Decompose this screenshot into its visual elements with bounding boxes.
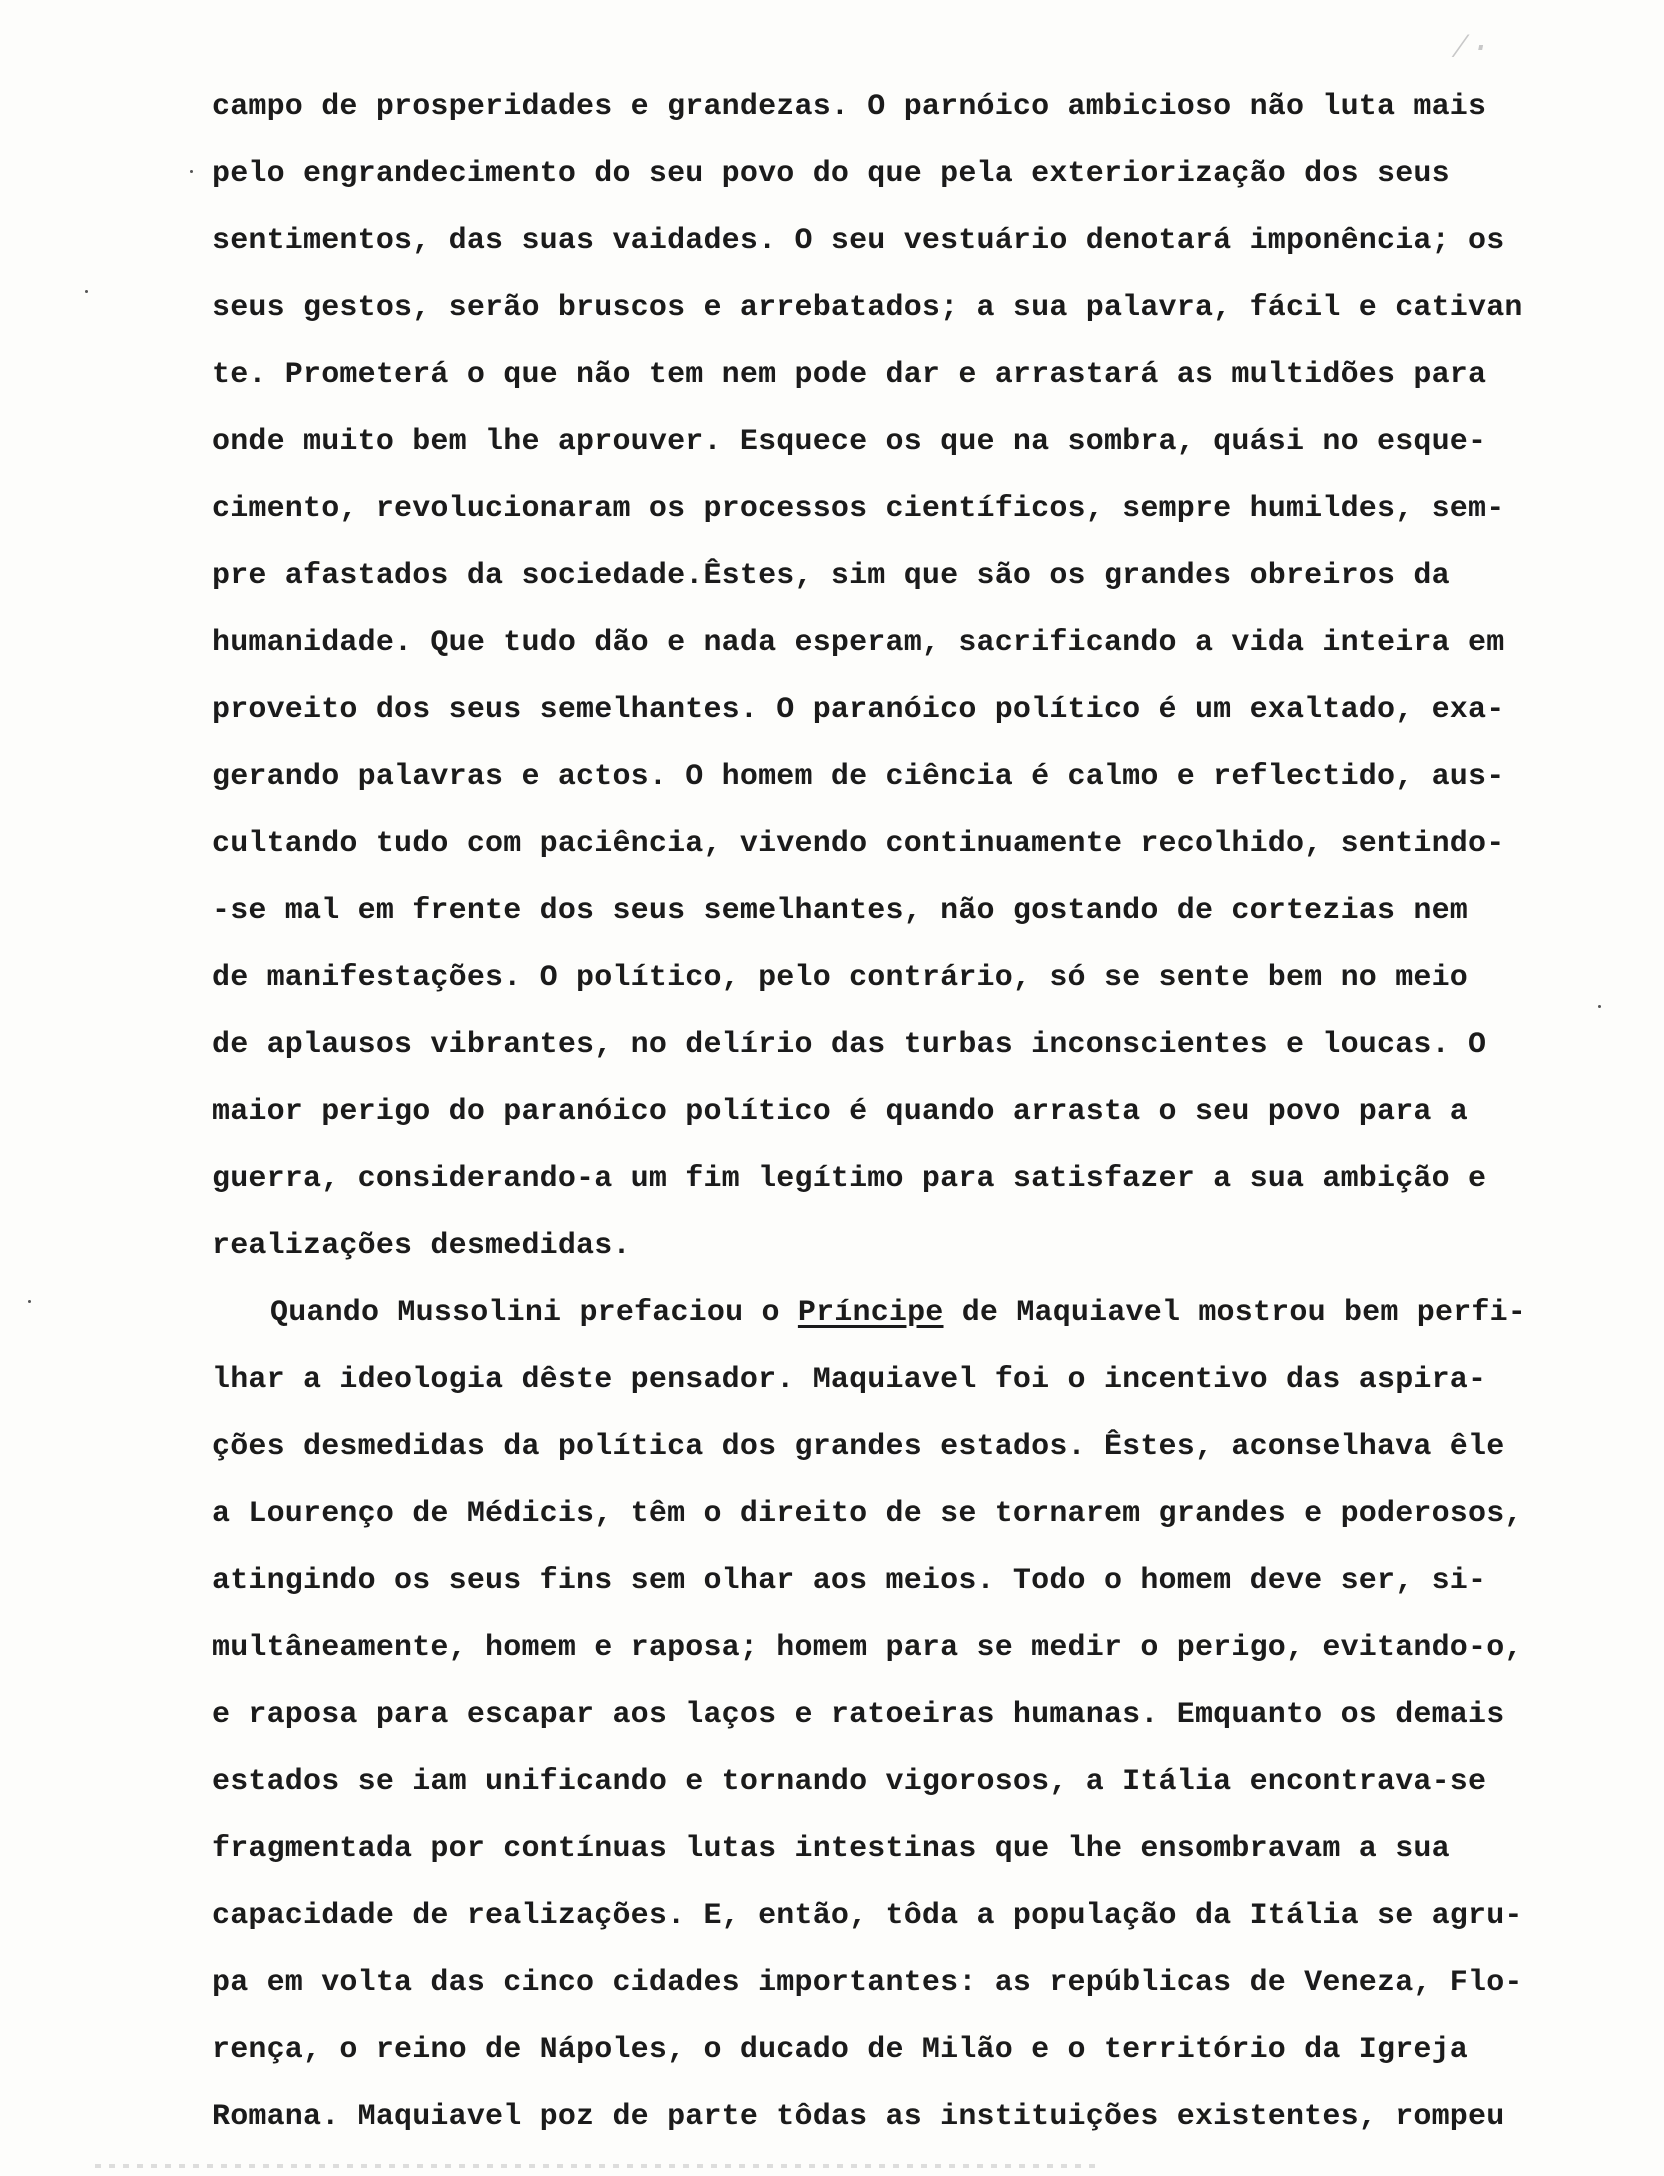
text-line: a Lourenço de Médicis, têm o direito de se tornarem grandes e poderosos, xyxy=(212,1497,1523,1531)
text-segment: Quando Mussolini prefaciou o xyxy=(270,1296,798,1330)
text-line: proveito dos seus semelhantes. O paranóico político é um exaltado, exa- xyxy=(212,693,1505,727)
text-line: onde muito bem lhe aprouver. Esquece os que na sombra, quási no esque- xyxy=(212,425,1487,459)
text-line: pre afastados da sociedade.Êstes, sim que são os grandes obreiros da xyxy=(212,559,1450,593)
text-line: Romana. Maquiavel poz de parte tôdas as instituições existentes, rompeu xyxy=(212,2100,1505,2134)
text-line: estados se iam unificando e tornando vigorosos, a Itália encontrava-se xyxy=(212,1765,1487,1799)
text-line: cultando tudo com paciência, vivendo continuamente recolhido, sentindo- xyxy=(212,827,1505,861)
text-line: maior perigo do paranóico político é quando arrasta o seu povo para a xyxy=(212,1095,1469,1129)
text-line: pa em volta das cinco cidades importantes: as repúblicas de Veneza, Flo- xyxy=(212,1966,1523,2000)
text-line: fragmentada por contínuas lutas intestinas que lhe ensombravam a sua xyxy=(212,1832,1450,1866)
paper-speck xyxy=(190,170,193,173)
scan-edge-noise xyxy=(95,2164,1095,2168)
text-segment: de Maquiavel mostrou bem perfi- xyxy=(943,1296,1527,1330)
paper-speck xyxy=(28,1300,31,1303)
text-line: atingindo os seus fins sem olhar aos meios. Todo o homem deve ser, si- xyxy=(212,1564,1487,1598)
text-line: rença, o reino de Nápoles, o ducado de Milão e o território da Igreja xyxy=(212,2033,1469,2067)
text-line: campo de prosperidades e grandezas. O parnóico ambicioso não luta mais xyxy=(212,90,1487,124)
text-line: cimento, revolucionaram os processos científicos, sempre humildes, sem- xyxy=(212,492,1505,526)
text-line: de manifestações. O político, pelo contrário, só se sente bem no meio xyxy=(212,961,1469,995)
body-text xyxy=(212,74,1632,2151)
text-line: te. Prometerá o que não tem nem pode dar e arrastará as multidões para xyxy=(212,358,1487,392)
text-line: pelo engrandecimento do seu povo do que pela exteriorização dos seus xyxy=(212,157,1450,191)
text-line: multâneamente, homem e raposa; homem para se medir o perigo, evitando-o, xyxy=(212,1631,1523,1665)
underlined-title: Príncipe xyxy=(797,1296,944,1330)
text-line: sentimentos, das suas vaidades. O seu vestuário denotará imponência; os xyxy=(212,224,1505,258)
text-line: gerando palavras e actos. O homem de ciência é calmo e reflectido, aus- xyxy=(212,760,1505,794)
text-line: lhar a ideologia dêste pensador. Maquiavel foi o incentivo das aspira- xyxy=(212,1363,1487,1397)
pencil-mark-icon: ⁄· xyxy=(1450,30,1491,68)
text-line: seus gestos, serão bruscos e arrebatados; a sua palavra, fácil e cativan xyxy=(212,291,1523,325)
text-line: capacidade de realizações. E, então, tôda a população da Itália se agru- xyxy=(212,1899,1523,1933)
text-line: realizações desmedidas. xyxy=(212,1229,631,1263)
text-line: humanidade. Que tudo dão e nada esperam, sacrificando a vida inteira em xyxy=(212,626,1505,660)
text-line: guerra, considerando-a um fim legítimo para satisfazer a sua ambição e xyxy=(212,1162,1487,1196)
text-line: ções desmedidas da política dos grandes estados. Êstes, aconselhava êle xyxy=(212,1430,1505,1464)
text-line: e raposa para escapar aos laços e ratoeiras humanas. Emquanto os demais xyxy=(212,1698,1505,1732)
paragraph-2-first-line xyxy=(212,1280,1632,1347)
paper-speck xyxy=(85,290,88,293)
text-line: -se mal em frente dos seus semelhantes, não gostando de cortezias nem xyxy=(212,894,1469,928)
text-line: de aplausos vibrantes, no delírio das turbas inconscientes e loucas. O xyxy=(212,1028,1487,1062)
